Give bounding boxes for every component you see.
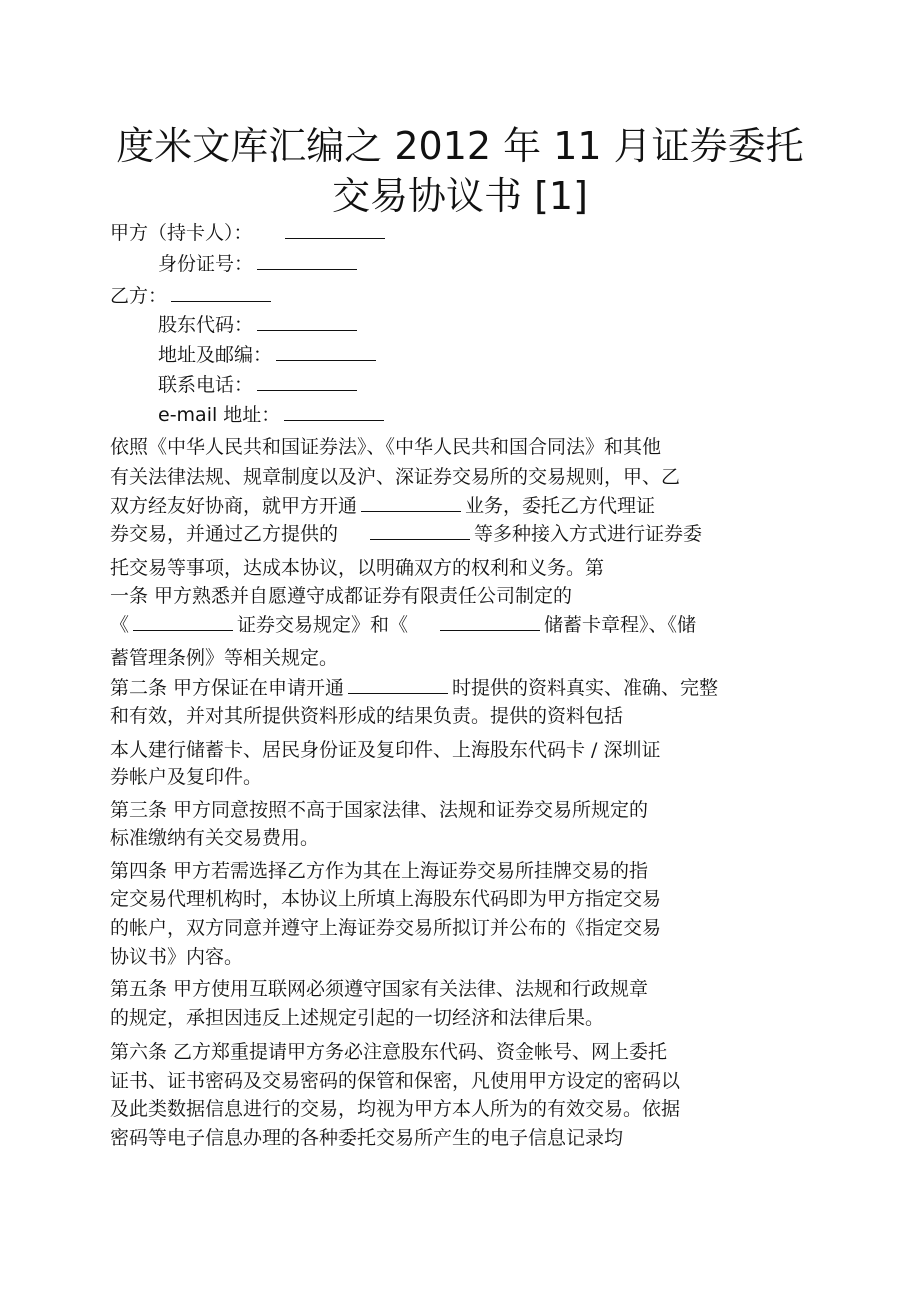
shareholder-code-label: 股东代码： xyxy=(158,314,254,336)
paragraph-line: 有关法律法规、规章制度以及沪、深证券交易所的交易规则，甲、乙 xyxy=(110,466,681,488)
article-4-line: 协议书》内容。 xyxy=(110,946,244,968)
text-segment: 券交易，并通过乙方提供的 xyxy=(110,523,339,545)
article-5-line: 第五条 甲方使用互联网必须遵守国家有关法律、法规和行政规章 xyxy=(110,978,649,1000)
text-segment: 证券交易规定》和《 xyxy=(237,614,409,636)
fill-in-blank xyxy=(133,612,233,631)
text-segment: 双方经友好协商，就甲方开通 xyxy=(110,495,358,517)
email-label: e-mail 地址： xyxy=(158,404,281,426)
article-3-line: 标准缴纳有关交易费用。 xyxy=(110,827,320,849)
article-5-line: 的规定，承担因违反上述规定引起的一切经济和法律后果。 xyxy=(110,1007,605,1029)
article-4-line: 定交易代理机构时，本协议上所填上海股东代码即为甲方指定交易 xyxy=(110,888,662,910)
id-number-field xyxy=(158,251,361,277)
article-4-line: 的帐户，双方同意并遵守上海证券交易所拟订并公布的《指定交易 xyxy=(110,917,662,939)
email-field xyxy=(158,402,388,428)
text-segment: 第二条 甲方保证在申请开通 xyxy=(110,677,345,699)
article-6-line: 第六条 乙方郑重提请甲方务必注意股东代码、资金帐号、网上委托 xyxy=(110,1041,668,1063)
party-a-field xyxy=(110,220,389,246)
text-segment: 等多种接入方式进行证券委 xyxy=(474,523,703,545)
paragraph-line: 依照《中华人民共和国证券法》、《中华人民共和国合同法》和其他 xyxy=(110,436,662,458)
party-b-blank xyxy=(171,283,271,302)
article-2-line xyxy=(110,675,718,701)
phone-blank xyxy=(257,372,357,391)
article-1-line: 蓄管理条例》等相关规定。 xyxy=(110,647,339,669)
article-3-line: 第三条 甲方同意按照不高于国家法律、法规和证券交易所规定的 xyxy=(110,799,649,821)
fill-in-blank xyxy=(440,612,540,631)
article-6-line: 及此类数据信息进行的交易，均视为甲方本人所为的有效交易。依据 xyxy=(110,1098,681,1120)
document-title-line-2: 交易协议书 [1] xyxy=(332,174,588,218)
party-b-label: 乙方： xyxy=(110,285,168,307)
fill-in-blank xyxy=(348,675,448,694)
article-6-line: 密码等电子信息办理的各种委托交易所产生的电子信息记录均 xyxy=(110,1127,624,1149)
paragraph-line: 托交易等事项，达成本协议，以明确双方的权利和义务。第 xyxy=(110,557,605,579)
shareholder-code-field xyxy=(158,312,361,338)
email-blank xyxy=(284,402,384,421)
party-a-blank xyxy=(285,220,385,239)
paragraph-line xyxy=(110,493,655,519)
article-1-line xyxy=(110,612,696,638)
text-segment: 储蓄卡章程》、《储 xyxy=(544,614,697,636)
article-2-line: 券帐户及复印件。 xyxy=(110,766,263,788)
address-postcode-field xyxy=(158,342,380,368)
address-postcode-blank xyxy=(276,342,376,361)
party-a-label: 甲方（持卡人）： xyxy=(110,222,253,244)
article-4-line: 第四条 甲方若需选择乙方作为其在上海证券交易所挂牌交易的指 xyxy=(110,860,649,882)
article-2-line: 和有效，并对其所提供资料形成的结果负责。提供的资料包括 xyxy=(110,705,624,727)
article-1-line: 一条 甲方熟悉并自愿遵守成都证券有限责任公司制定的 xyxy=(110,585,573,607)
text-segment: 《 xyxy=(110,614,130,636)
article-2-line: 本人建行储蓄卡、居民身份证及复印件、上海股东代码卡 / 深圳证 xyxy=(110,739,661,761)
fill-in-blank xyxy=(370,521,470,540)
address-postcode-label: 地址及邮编： xyxy=(158,344,273,366)
article-6-line: 证书、证书密码及交易密码的保管和保密，凡使用甲方设定的密码以 xyxy=(110,1070,681,1092)
party-b-field xyxy=(110,283,275,309)
fill-in-blank xyxy=(361,493,461,512)
document-title-line-1: 度米文库汇编之 2012 年 11 月证券委托 xyxy=(116,124,804,168)
id-number-label: 身份证号： xyxy=(158,253,254,275)
phone-field xyxy=(158,372,361,398)
id-number-blank xyxy=(257,251,357,270)
shareholder-code-blank xyxy=(257,312,357,331)
text-segment: 业务，委托乙方代理证 xyxy=(465,495,656,517)
text-segment: 时提供的资料真实、准确、完整 xyxy=(452,677,719,699)
paragraph-line xyxy=(110,521,702,547)
phone-label: 联系电话： xyxy=(158,374,254,396)
